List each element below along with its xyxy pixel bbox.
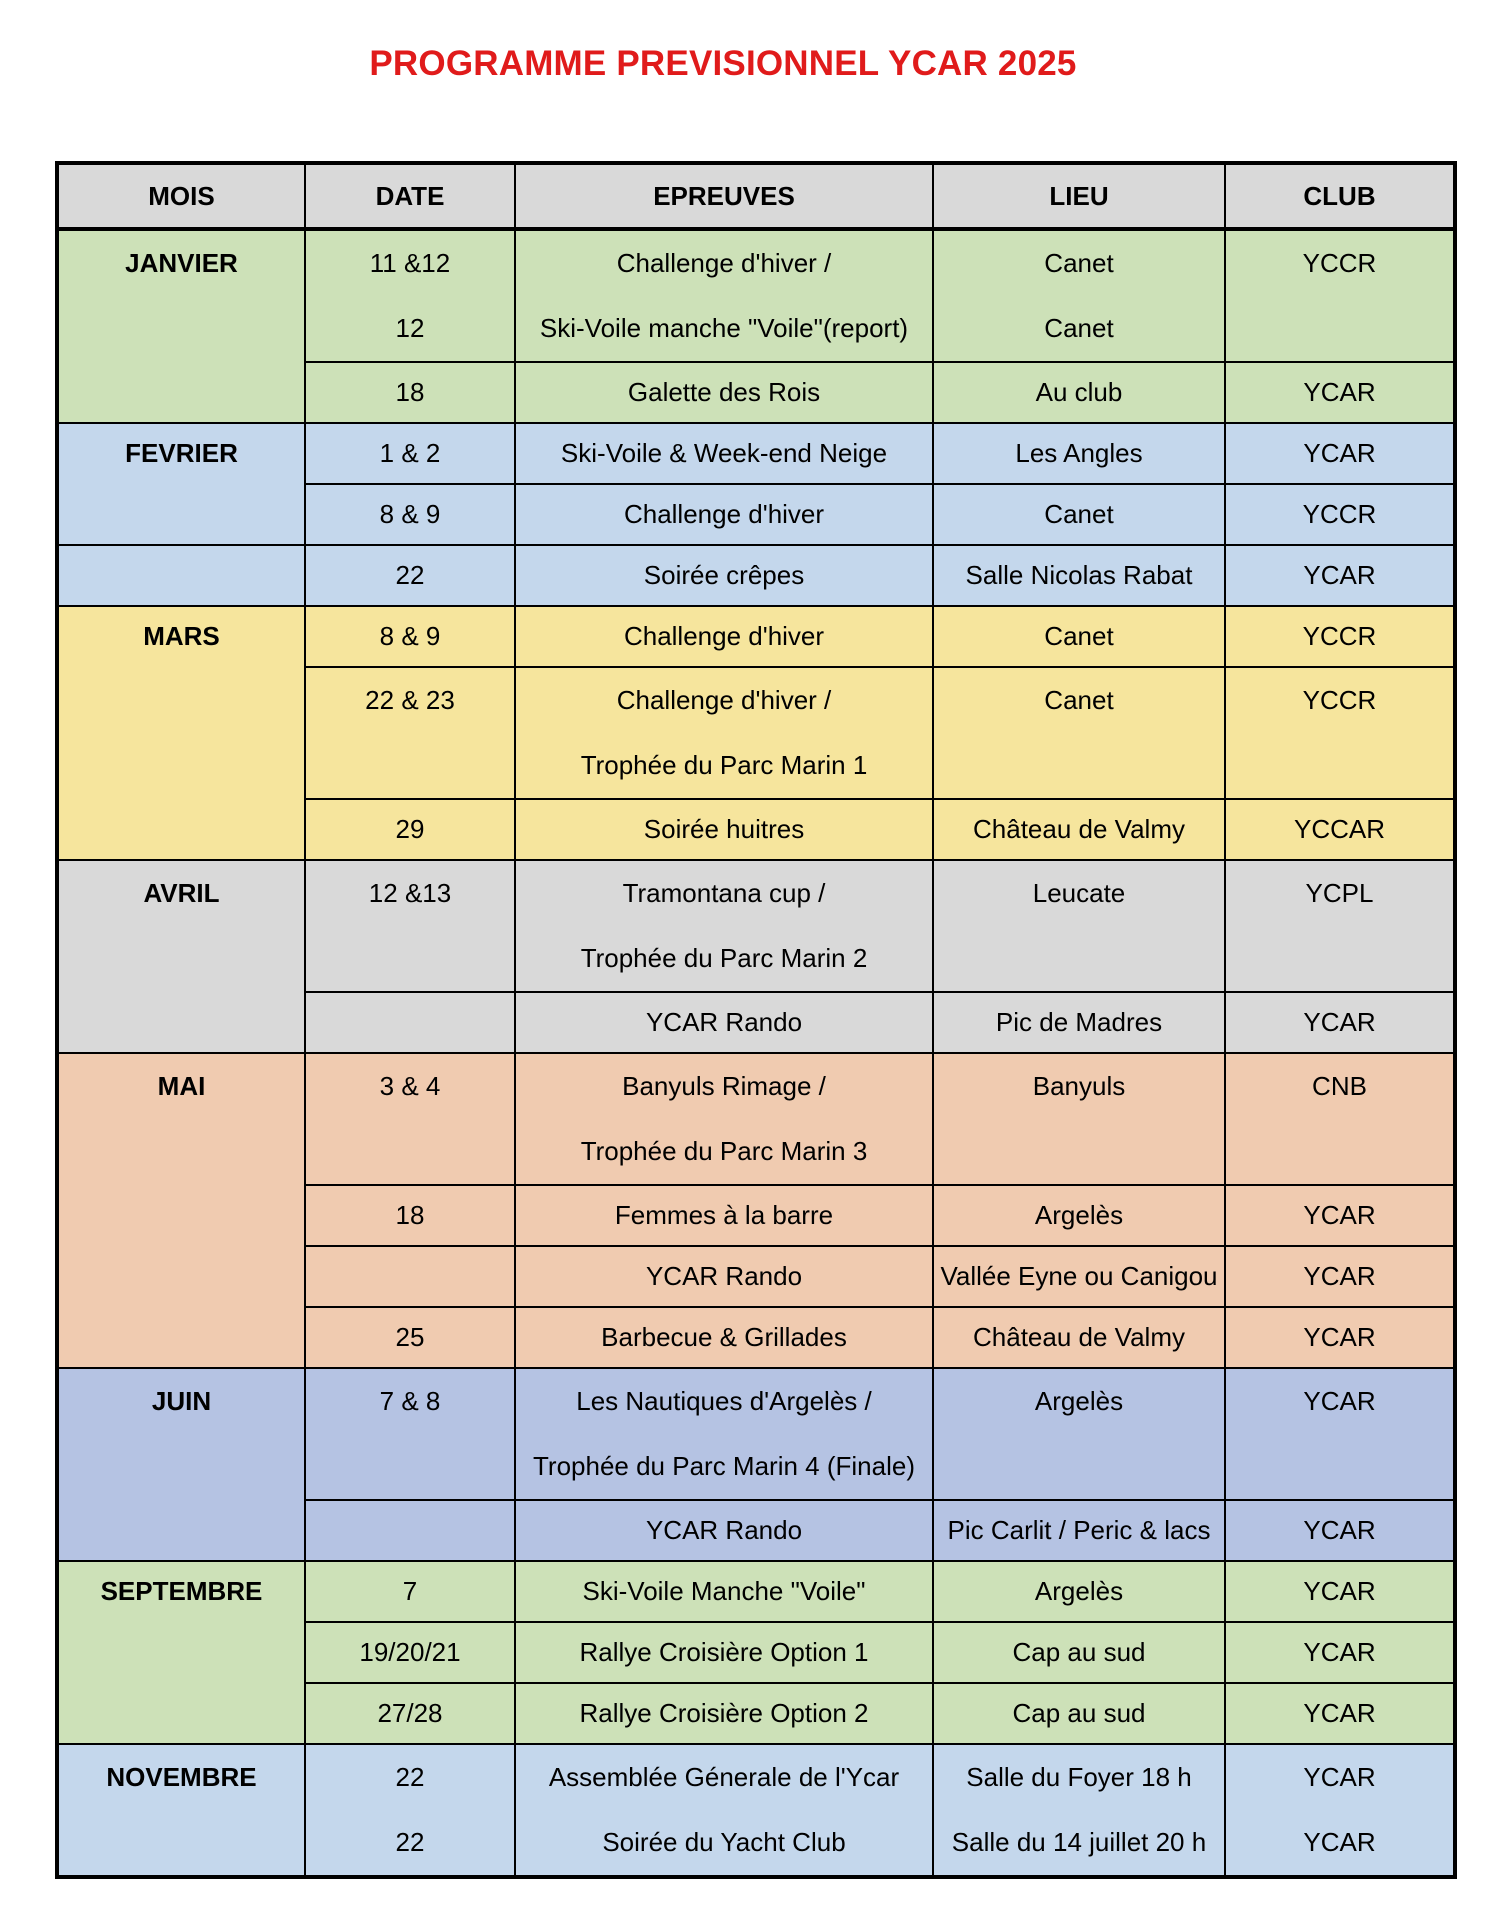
club-cell: YCAR bbox=[1225, 362, 1455, 423]
club-cell: YCCR bbox=[1225, 606, 1455, 667]
month-mai: MAI bbox=[57, 1053, 305, 1368]
club-cell: YCAR bbox=[1225, 1561, 1455, 1622]
place-cell: Les Angles bbox=[933, 423, 1225, 484]
event-cell: Assemblée Génerale de l'Ycar Soirée du Yacht Club bbox=[515, 1744, 933, 1877]
club-cell: YCCAR bbox=[1225, 799, 1455, 860]
place-cell: Château de Valmy bbox=[933, 799, 1225, 860]
event-cell: YCAR Rando bbox=[515, 1246, 933, 1307]
place-cell: Canet bbox=[933, 606, 1225, 667]
event-cell: YCAR Rando bbox=[515, 992, 933, 1053]
place-cell: Vallée Eyne ou Canigou bbox=[933, 1246, 1225, 1307]
table-row bbox=[57, 1053, 1455, 1185]
date-cell: 8 & 9 bbox=[305, 606, 515, 667]
month-novembre: NOVEMBRE bbox=[57, 1744, 305, 1877]
place-cell: Cap au sud bbox=[933, 1622, 1225, 1683]
place-cell: Au club bbox=[933, 362, 1225, 423]
club-cell: YCAR bbox=[1225, 1246, 1455, 1307]
place-cell: Argelès bbox=[933, 1368, 1225, 1500]
place-cell: Salle Nicolas Rabat bbox=[933, 545, 1225, 606]
page-title: PROGRAMME PREVISIONNEL YCAR 2025 bbox=[369, 44, 1077, 83]
event-cell: Challenge d'hiver / Ski-Voile manche "Voile"(report) bbox=[515, 229, 933, 362]
table-row bbox=[57, 545, 1455, 606]
place-cell: Banyuls bbox=[933, 1053, 1225, 1185]
table-row bbox=[57, 860, 1455, 992]
month-fevrier: FEVRIER bbox=[57, 423, 305, 545]
month-empty-cell bbox=[57, 545, 305, 606]
date-cell: 3 & 4 bbox=[305, 1053, 515, 1185]
club-cell: YCAR bbox=[1225, 1185, 1455, 1246]
header-epreuves: EPREUVES bbox=[515, 163, 933, 229]
table-row bbox=[57, 229, 1455, 362]
month-janvier: JANVIER bbox=[57, 229, 305, 423]
club-cell: YCCR bbox=[1225, 484, 1455, 545]
month-juin: JUIN bbox=[57, 1368, 305, 1561]
club-cell: YCAR bbox=[1225, 1683, 1455, 1744]
date-cell: 25 bbox=[305, 1307, 515, 1368]
club-cell: YCAR bbox=[1225, 545, 1455, 606]
date-cell bbox=[305, 992, 515, 1053]
date-cell: 29 bbox=[305, 799, 515, 860]
event-cell: Femmes à la barre bbox=[515, 1185, 933, 1246]
event-cell: Challenge d'hiver bbox=[515, 606, 933, 667]
club-cell: YCAR bbox=[1225, 1622, 1455, 1683]
date-cell: 7 & 8 bbox=[305, 1368, 515, 1500]
event-cell: Galette des Rois bbox=[515, 362, 933, 423]
club-cell: YCAR YCAR bbox=[1225, 1744, 1455, 1877]
date-cell: 22 bbox=[305, 545, 515, 606]
date-cell: 7 bbox=[305, 1561, 515, 1622]
header-date: DATE bbox=[305, 163, 515, 229]
month-mars: MARS bbox=[57, 606, 305, 860]
event-cell: Soirée huitres bbox=[515, 799, 933, 860]
header-mois: MOIS bbox=[57, 163, 305, 229]
month-septembre: SEPTEMBRE bbox=[57, 1561, 305, 1744]
place-cell: Argelès bbox=[933, 1185, 1225, 1246]
date-cell: 1 & 2 bbox=[305, 423, 515, 484]
event-cell: Ski-Voile & Week-end Neige bbox=[515, 423, 933, 484]
club-cell: CNB bbox=[1225, 1053, 1455, 1185]
header-club: CLUB bbox=[1225, 163, 1455, 229]
date-cell: 18 bbox=[305, 362, 515, 423]
place-cell: Canet bbox=[933, 667, 1225, 799]
programme-table bbox=[55, 161, 1457, 1879]
club-cell: YCAR bbox=[1225, 1368, 1455, 1500]
header-lieu: LIEU bbox=[933, 163, 1225, 229]
event-cell: Ski-Voile Manche "Voile" bbox=[515, 1561, 933, 1622]
club-cell: YCAR bbox=[1225, 423, 1455, 484]
place-cell: Salle du Foyer 18 h Salle du 14 juillet 20 h bbox=[933, 1744, 1225, 1877]
date-cell: 12 &13 bbox=[305, 860, 515, 992]
event-cell: Les Nautiques d'Argelès / Trophée du Parc Marin 4 (Finale) bbox=[515, 1368, 933, 1500]
table-row bbox=[57, 423, 1455, 484]
date-cell bbox=[305, 1500, 515, 1561]
club-cell: YCAR bbox=[1225, 992, 1455, 1053]
place-cell: Cap au sud bbox=[933, 1683, 1225, 1744]
club-cell: YCCR bbox=[1225, 667, 1455, 799]
table-row bbox=[57, 1368, 1455, 1500]
date-cell: 22 22 bbox=[305, 1744, 515, 1877]
event-cell: YCAR Rando bbox=[515, 1500, 933, 1561]
place-cell: Château de Valmy bbox=[933, 1307, 1225, 1368]
club-cell: YCAR bbox=[1225, 1307, 1455, 1368]
date-cell: 18 bbox=[305, 1185, 515, 1246]
event-cell: Banyuls Rimage / Trophée du Parc Marin 3 bbox=[515, 1053, 933, 1185]
table-row bbox=[57, 1561, 1455, 1622]
event-cell: Rallye Croisière Option 2 bbox=[515, 1683, 933, 1744]
table-row bbox=[57, 1744, 1455, 1877]
date-cell bbox=[305, 1246, 515, 1307]
event-cell: Challenge d'hiver / Trophée du Parc Marin 1 bbox=[515, 667, 933, 799]
club-cell: YCPL bbox=[1225, 860, 1455, 992]
date-cell: 27/28 bbox=[305, 1683, 515, 1744]
date-cell: 22 & 23 bbox=[305, 667, 515, 799]
date-cell: 19/20/21 bbox=[305, 1622, 515, 1683]
event-cell: Rallye Croisière Option 1 bbox=[515, 1622, 933, 1683]
place-cell: Canet bbox=[933, 484, 1225, 545]
date-cell: 11 &12 12 bbox=[305, 229, 515, 362]
place-cell: Leucate bbox=[933, 860, 1225, 992]
club-cell: YCCR bbox=[1225, 229, 1455, 362]
event-cell: Challenge d'hiver bbox=[515, 484, 933, 545]
event-cell: Barbecue & Grillades bbox=[515, 1307, 933, 1368]
place-cell: Canet Canet bbox=[933, 229, 1225, 362]
place-cell: Pic de Madres bbox=[933, 992, 1225, 1053]
place-cell: Pic Carlit / Peric & lacs bbox=[933, 1500, 1225, 1561]
table-row bbox=[57, 606, 1455, 667]
date-cell: 8 & 9 bbox=[305, 484, 515, 545]
header-row bbox=[57, 163, 1455, 229]
month-avril: AVRIL bbox=[57, 860, 305, 1053]
club-cell: YCAR bbox=[1225, 1500, 1455, 1561]
event-cell: Soirée crêpes bbox=[515, 545, 933, 606]
place-cell: Argelès bbox=[933, 1561, 1225, 1622]
event-cell: Tramontana cup / Trophée du Parc Marin 2 bbox=[515, 860, 933, 992]
